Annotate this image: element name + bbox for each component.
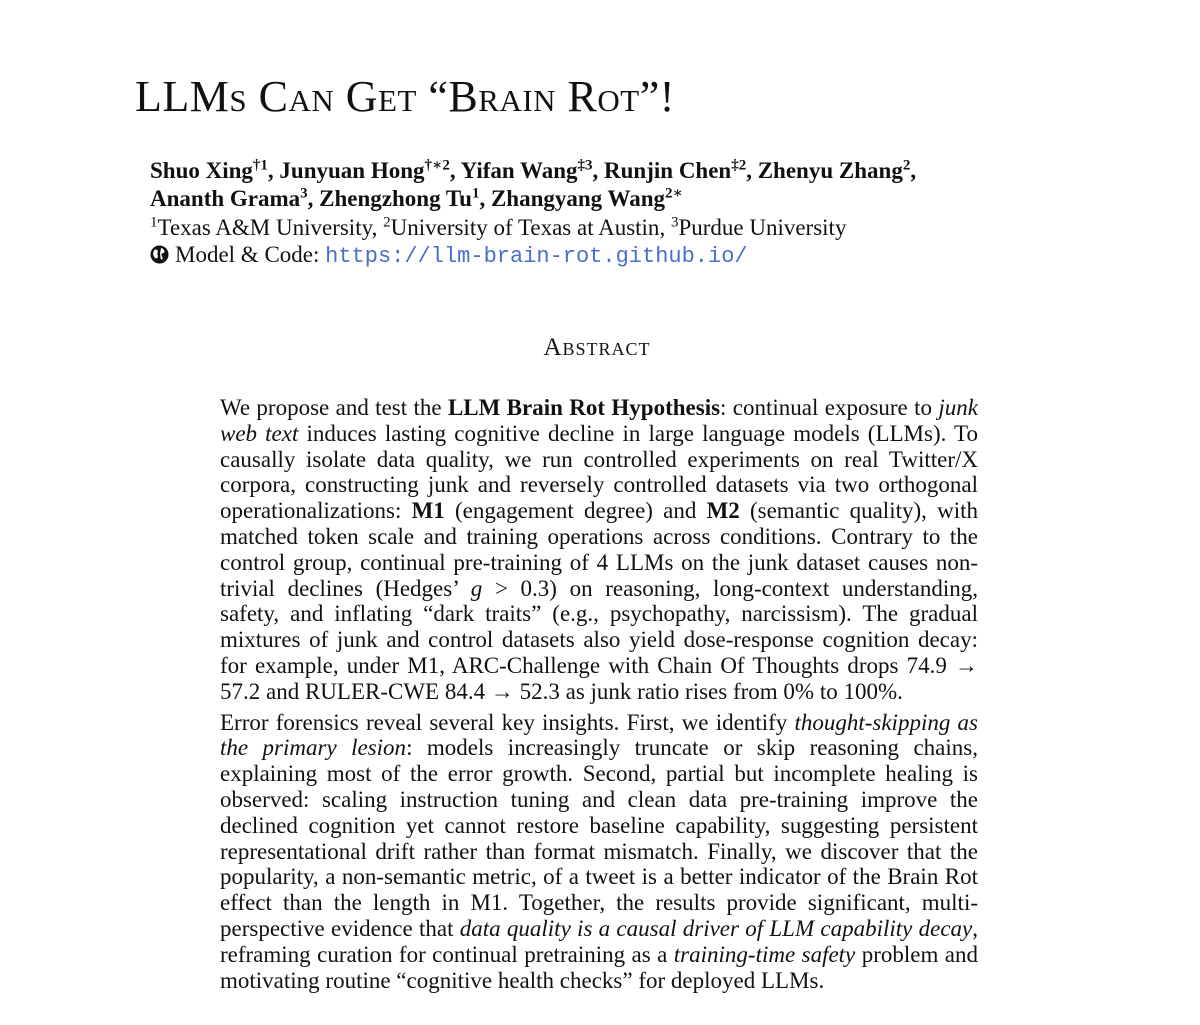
abstract-text-segment: junk web text (220, 395, 978, 446)
abstract-text-segment: , reframing curation for continual pretraining as a (220, 915, 979, 967)
abstract-text-segment: induces lasting cognitive decline in large language models (LLMs). To causally isolate data quality, we run controlled experiments on real Twitter/X corpora, constructing junk and reversely controlled datasets via two orthogonal operationalizations: (220, 420, 978, 524)
abstract-text-segment: : continual exposure to (720, 395, 939, 420)
globe-icon (150, 245, 169, 264)
abstract-paragraph-1 (220, 395, 978, 705)
author-mark: 2 (902, 157, 911, 174)
abstract-text-segment: M1 (411, 498, 445, 524)
abstract-text-segment: thought-skipping as the primary lesion (220, 709, 978, 761)
abstract-heading-text: Abstract (543, 334, 651, 361)
code-link-line (150, 241, 748, 271)
abstract-text-segment: : models increasingly truncate or skip reasoning chains, explaining most of the error growth. Second, partial but incomplete healing is observed: scaling instruction tuning and clean data pre-training improve the declined cognition yet cannot restore baseline capability, suggesting persistent representational drift rather than format mismatch. Finally, we discover that the popularity, a non-semantic metric, of a tweet is a better indicator of the Brain Rot effect than the length in M1. Together, the results provide significant, multi-perspective evidence that (220, 735, 978, 941)
author-line-1: Shuo Xing$^{\dagger 1}$, Junyuan Hong$^{\dagger∗2}$, Yifan Wang$^{\ddagger 3}$, Runjin Chen$^{\ddagger 2}$, Zhenyu Zhang$^2$, (150, 157, 917, 183)
author-name: Yifan Wang (460, 158, 578, 183)
abstract-text-segment: g (470, 575, 483, 601)
abstract-text-segment: Error forensics reveal several key insights. First, we identify (220, 709, 795, 735)
code-label: Model & Code: (175, 242, 320, 267)
author-name: Zhenyu Zhang (757, 158, 903, 183)
abstract-text-segment: data quality is a causal driver of LLM capability decay (459, 915, 973, 941)
affiliation-name: Purdue University (678, 215, 847, 240)
paper-title (135, 70, 675, 124)
author-name: Runjin Chen (604, 158, 732, 183)
abstract-text-segment: LLM Brain Rot Hypothesis (447, 395, 721, 420)
affiliation-mark: 3 (670, 214, 679, 231)
affiliation-mark: 2 (383, 214, 391, 231)
abstract-text-segment: M2 (706, 498, 740, 524)
affiliation-name: Texas A&M University (157, 215, 372, 240)
author-name: Zhangyang Wang (490, 186, 666, 211)
author-name: Shuo Xing (150, 158, 253, 183)
author-list (150, 157, 916, 213)
title-part2: s Can Get “Brain Rot”! (229, 72, 675, 121)
author-mark: ‡2 (731, 157, 747, 174)
abstract-heading (0, 333, 1200, 363)
author-mark: †∗2 (424, 157, 450, 174)
author-mark: †1 (252, 157, 268, 174)
abstract-text-segment: > 0.3) on reasoning, long-context understanding, safety, and inflating “dark traits” (e.g., psychopathy, narcissism). The gradual mixtures of junk and control datasets also yield dose-response cognition decay: for example, under M1, ARC-Challenge with Chain Of Thoughts drops 74.9 → 57.2 and RULER-CWE 84.4 → 52.3 as junk ratio rises from 0% to 100%. (220, 575, 978, 704)
author-mark: 3 (300, 185, 308, 202)
abstract-paragraph-2 (220, 710, 978, 994)
title-part1: LLM (135, 72, 230, 121)
abstract-text-segment: problem and motivating routine “cognitive health checks” for deployed LLMs. (220, 941, 979, 993)
affiliations: $^1$Texas A&M University, $^2$University of Texas at Austin, $^3$Purdue University (150, 214, 847, 240)
abstract-text-segment: training-time safety (673, 941, 856, 967)
author-mark: ‡3 (577, 157, 593, 174)
author-mark: 1 (471, 185, 480, 202)
abstract-text-segment: We propose and test the (220, 395, 448, 420)
project-url-link[interactable]: https://llm-brain-rot.github.io/ (325, 244, 748, 269)
affiliation-mark: 1 (150, 214, 158, 231)
abstract-text-segment: (engagement degree) and (444, 498, 707, 524)
author-line-2: Ananth Grama$^3$, Zhengzhong Tu$^1$, Zhangyang Wang$^{2∗}$ (150, 185, 683, 211)
abstract-text-segment: (semantic quality), with matched token scale and training operations across conditions. Contrary to the control group, continual pre-training of 4 LLMs on the junk dataset causes non-trivial declines (Hedges’ (220, 498, 978, 601)
author-name: Junyuan Hong (279, 158, 425, 183)
author-mark: 2∗ (665, 185, 683, 202)
author-name: Zhengzhong Tu (319, 186, 472, 211)
author-name: Ananth Grama (150, 186, 301, 211)
abstract-body (220, 395, 978, 998)
affiliation-name: University of Texas at Austin (390, 215, 660, 240)
